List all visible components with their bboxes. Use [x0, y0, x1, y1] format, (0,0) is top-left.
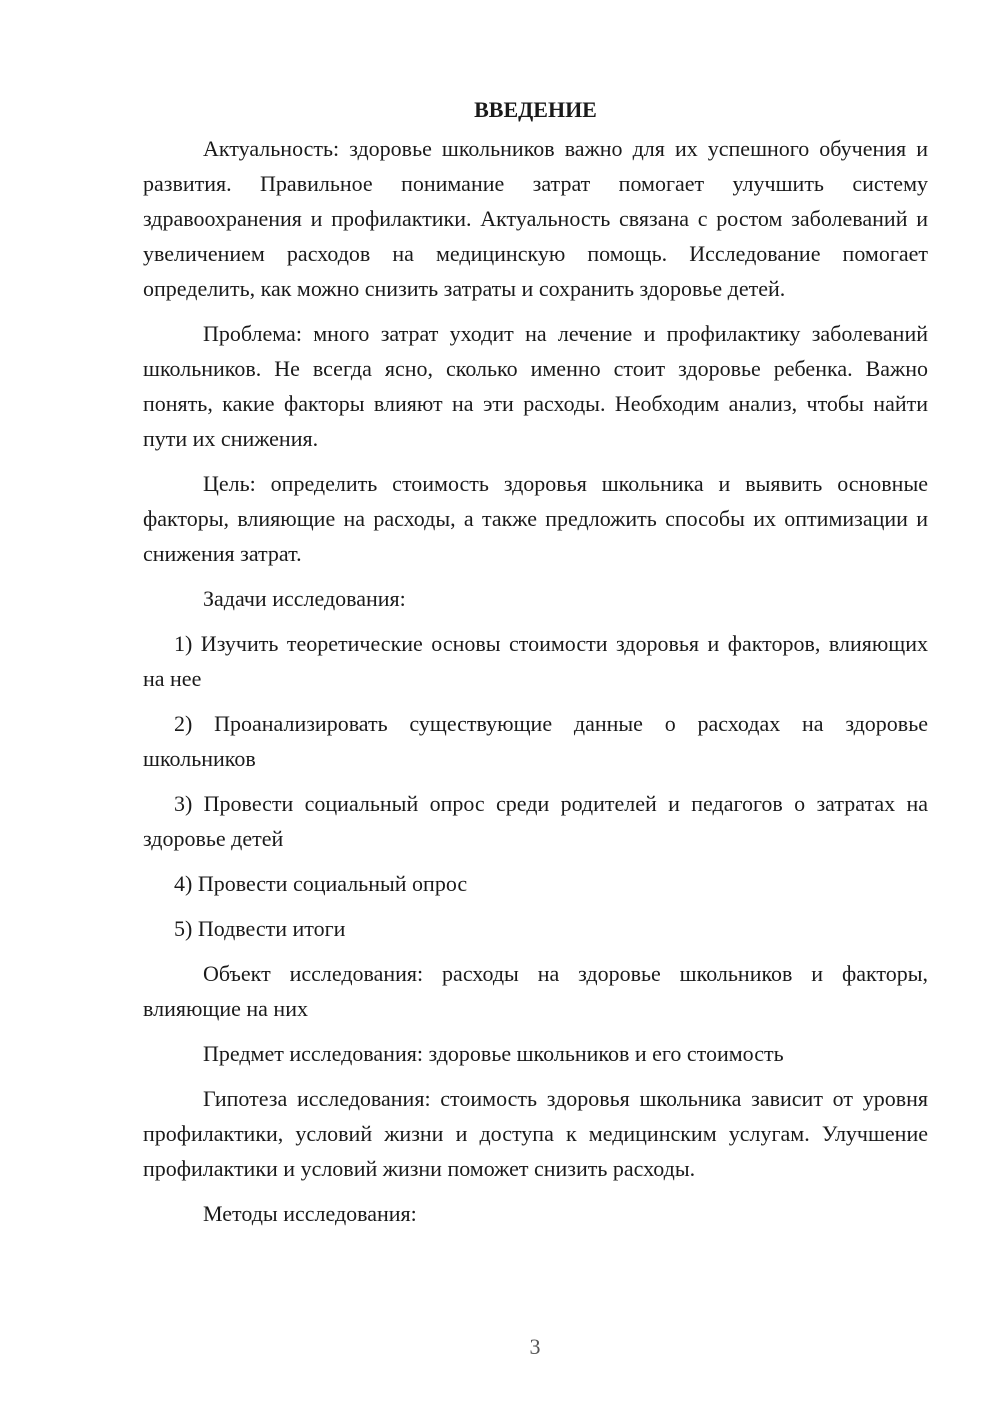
- tasks-heading: Задачи исследования:: [203, 586, 406, 611]
- tasks-list: [143, 626, 928, 946]
- methods-heading: Методы исследования:: [203, 1201, 417, 1226]
- document-page: [143, 95, 928, 1241]
- hypothesis-paragraph: Гипотеза исследования: стоимость здоровья школьника зависит от уровня профилактики, условий жизни и доступа к медицинским услугам. Улучшение профилактики и условий жизни поможет снизить расходы.: [143, 1086, 928, 1181]
- page-number: 3: [529, 1334, 541, 1359]
- goal-paragraph: Цель: определить стоимость здоровья школьника и выявить основные факторы, влияющие на расходы, а также предложить способы их оптимизации и снижения затрат.: [143, 471, 928, 566]
- relevance-paragraph: Актуальность: здоровье школьников важно для их успешного обучения и развития. Правильное понимание затрат помогает улучшить систему здравоохранения и профилактики. Актуальность связана с ростом заболеваний и увеличением расходов на медицинскую помощь. Исследование помогает определить, как можно снизить затраты и сохранить здоровье детей.: [143, 136, 928, 301]
- subject-paragraph: Предмет исследования: здоровье школьников и его стоимость: [203, 1041, 784, 1066]
- list-item: 5) Подвести итоги: [174, 916, 346, 941]
- list-item: 1) Изучить теоретические основы стоимости здоровья и факторов, влияющих на нее: [143, 631, 928, 691]
- problem-paragraph: Проблема: много затрат уходит на лечение и профилактику заболеваний школьников. Не всегда ясно, сколько именно стоит здоровье ребенка. Важно понять, какие факторы влияют на эти расходы. Необходим анализ, чтобы найти пути их снижения.: [143, 321, 928, 451]
- list-item: 3) Провести социальный опрос среди родителей и педагогов о затратах на здоровье детей: [143, 791, 928, 851]
- object-paragraph: Объект исследования: расходы на здоровье школьников и факторы, влияющие на них: [143, 961, 928, 1021]
- list-item: 2) Проанализировать существующие данные о расходах на здоровье школьников: [143, 711, 928, 771]
- list-item: 4) Провести социальный опрос: [174, 871, 468, 896]
- page-title: ВВЕДЕНИЕ: [474, 97, 597, 122]
